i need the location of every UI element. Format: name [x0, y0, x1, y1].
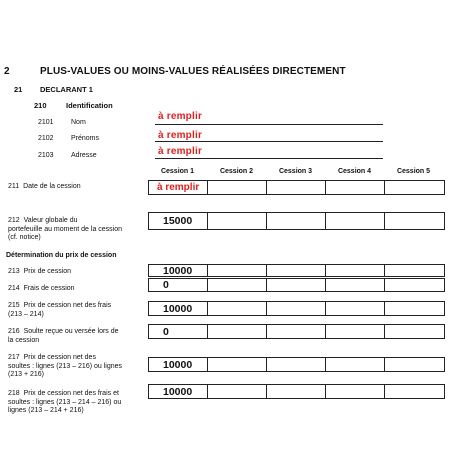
- row-213-cession-5-input[interactable]: [385, 265, 444, 276]
- row-213-grid: [148, 264, 445, 277]
- row-218-grid: [148, 384, 445, 399]
- row-label-218: [8, 390, 140, 416]
- row-216-grid: [148, 324, 445, 339]
- field-code-prenoms: 2102: [38, 135, 54, 142]
- valeur-cession-4-input[interactable]: [326, 213, 385, 229]
- row-215-cession-3-input[interactable]: [267, 302, 326, 315]
- row-text-211: Date de la cession: [23, 183, 81, 190]
- section-title: PLUS-VALUES OU MOINS-VALUES RÉALISÉES DIRECTEMENT: [40, 66, 346, 77]
- row-216-cession-4-input[interactable]: [326, 325, 385, 338]
- row-label-214: [8, 285, 75, 294]
- row-text-212-a: Valeur globale du: [23, 217, 78, 224]
- row-217-grid: [148, 357, 445, 372]
- row-214-cession-1-input[interactable]: 0: [149, 279, 208, 291]
- date-cession-1-input[interactable]: à remplir: [149, 181, 208, 194]
- row-214-grid: [148, 278, 445, 292]
- field-label-prenoms: Prénoms: [71, 135, 100, 142]
- identification-number: 210: [34, 101, 47, 110]
- identification-title: Identification: [66, 101, 113, 110]
- determination-title: Détermination du prix de cession: [6, 252, 117, 259]
- row-214-cession-5-input[interactable]: [385, 279, 444, 291]
- valeur-cession-3-input[interactable]: [267, 213, 326, 229]
- adresse-input[interactable]: à remplir: [158, 146, 203, 157]
- row-213-cession-1-input[interactable]: 10000: [149, 265, 208, 276]
- valeur-cession-1-input[interactable]: 15000: [149, 213, 208, 229]
- row-218-cession-1-input[interactable]: 10000: [149, 385, 208, 398]
- row-text-216-b: la cession: [8, 336, 40, 344]
- row-216-cession-3-input[interactable]: [267, 325, 326, 338]
- row-213-cession-4-input[interactable]: [326, 265, 385, 276]
- row-text-218-b: soultes : lignes (213 – 214 – 216) ou: [8, 398, 122, 406]
- field-code-nom: 2101: [38, 119, 54, 126]
- row-216-cession-1-input[interactable]: 0: [149, 325, 208, 338]
- row-214-cession-4-input[interactable]: [326, 279, 385, 291]
- header-cession-4: Cession 4: [337, 168, 372, 175]
- row-text-218-c: lignes (213 – 214 + 216): [8, 407, 84, 414]
- row-code-217: 217: [8, 354, 20, 361]
- row-217-cession-2-input[interactable]: [208, 358, 267, 371]
- row-code-216: 216: [8, 328, 20, 335]
- row-text-215-b: (213 – 214): [8, 310, 44, 318]
- row-text-217-b: soultes : lignes (213 – 216) ou lignes: [8, 362, 123, 370]
- row-code-211: 211: [8, 183, 20, 190]
- header-cession-2: Cession 2: [219, 168, 254, 175]
- row-label-212: [8, 217, 126, 243]
- field-label-nom: Nom: [71, 119, 86, 126]
- nom-underline: [155, 124, 383, 125]
- row-text-212-b: portefeuille au moment de la cession: [8, 225, 123, 233]
- row-label-215: [8, 302, 138, 319]
- date-cession-3-input[interactable]: [267, 181, 326, 194]
- row-text-217-c: (213 + 216): [8, 371, 44, 378]
- row-code-214: 214: [8, 285, 20, 292]
- row-218-cession-3-input[interactable]: [267, 385, 326, 398]
- row-214-cession-3-input[interactable]: [267, 279, 326, 291]
- date-cession-4-input[interactable]: [326, 181, 385, 194]
- row-213-cession-3-input[interactable]: [267, 265, 326, 276]
- row-215-cession-4-input[interactable]: [326, 302, 385, 315]
- row-217-cession-4-input[interactable]: [326, 358, 385, 371]
- row-215-cession-1-input[interactable]: 10000: [149, 302, 208, 315]
- declarant-title: DECLARANT 1: [40, 85, 93, 94]
- row-text-217-a: Prix de cession net des: [23, 354, 96, 361]
- date-row-grid: [148, 180, 445, 195]
- row-216-cession-5-input[interactable]: [385, 325, 444, 338]
- header-cession-3: Cession 3: [278, 168, 313, 175]
- declarant-number: 21: [14, 85, 23, 94]
- row-code-213: 213: [8, 268, 20, 275]
- row-label-213: [8, 268, 71, 277]
- prenoms-input[interactable]: à remplir: [158, 130, 203, 141]
- row-215-cession-5-input[interactable]: [385, 302, 444, 315]
- section-number: 2: [4, 66, 10, 77]
- row-text-214: Frais de cession: [23, 285, 75, 292]
- date-cession-2-input[interactable]: [208, 181, 267, 194]
- row-215-grid: [148, 301, 445, 316]
- row-code-215: 215: [8, 302, 20, 309]
- row-216-cession-2-input[interactable]: [208, 325, 267, 338]
- row-label-217: [8, 354, 140, 380]
- row-213-cession-2-input[interactable]: [208, 265, 267, 276]
- row-label-211: [8, 183, 81, 192]
- row-217-cession-3-input[interactable]: [267, 358, 326, 371]
- row-text-218-a: Prix de cession net des frais et: [23, 390, 119, 397]
- row-217-cession-1-input[interactable]: 10000: [149, 358, 208, 371]
- date-cession-5-input[interactable]: [385, 181, 444, 194]
- row-text-213: Prix de cession: [23, 268, 72, 275]
- row-label-216: [8, 328, 138, 345]
- row-218-cession-4-input[interactable]: [326, 385, 385, 398]
- field-label-adresse: Adresse: [71, 152, 97, 159]
- row-code-212: 212: [8, 217, 20, 224]
- header-cession-1: Cession 1: [160, 168, 195, 175]
- prenoms-underline: [155, 141, 383, 142]
- row-218-cession-2-input[interactable]: [208, 385, 267, 398]
- row-215-cession-2-input[interactable]: [208, 302, 267, 315]
- valeur-cession-5-input[interactable]: [385, 213, 444, 229]
- row-code-218: 218: [8, 390, 20, 397]
- valeur-cession-2-input[interactable]: [208, 213, 267, 229]
- cession-headers: [148, 168, 443, 175]
- field-code-adresse: 2103: [38, 152, 54, 159]
- nom-input[interactable]: à remplir: [158, 111, 203, 122]
- adresse-underline: [155, 158, 383, 159]
- row-217-cession-5-input[interactable]: [385, 358, 444, 371]
- row-text-215-a: Prix de cession net des frais: [23, 302, 112, 309]
- row-text-216-a: Soulte reçue ou versée lors de: [23, 328, 119, 335]
- header-cession-5: Cession 5: [396, 168, 431, 175]
- row-218-cession-5-input[interactable]: [385, 385, 444, 398]
- row-214-cession-2-input[interactable]: [208, 279, 267, 291]
- row-text-212-c: (cf. notice): [8, 234, 41, 241]
- valeur-row-grid: [148, 212, 445, 230]
